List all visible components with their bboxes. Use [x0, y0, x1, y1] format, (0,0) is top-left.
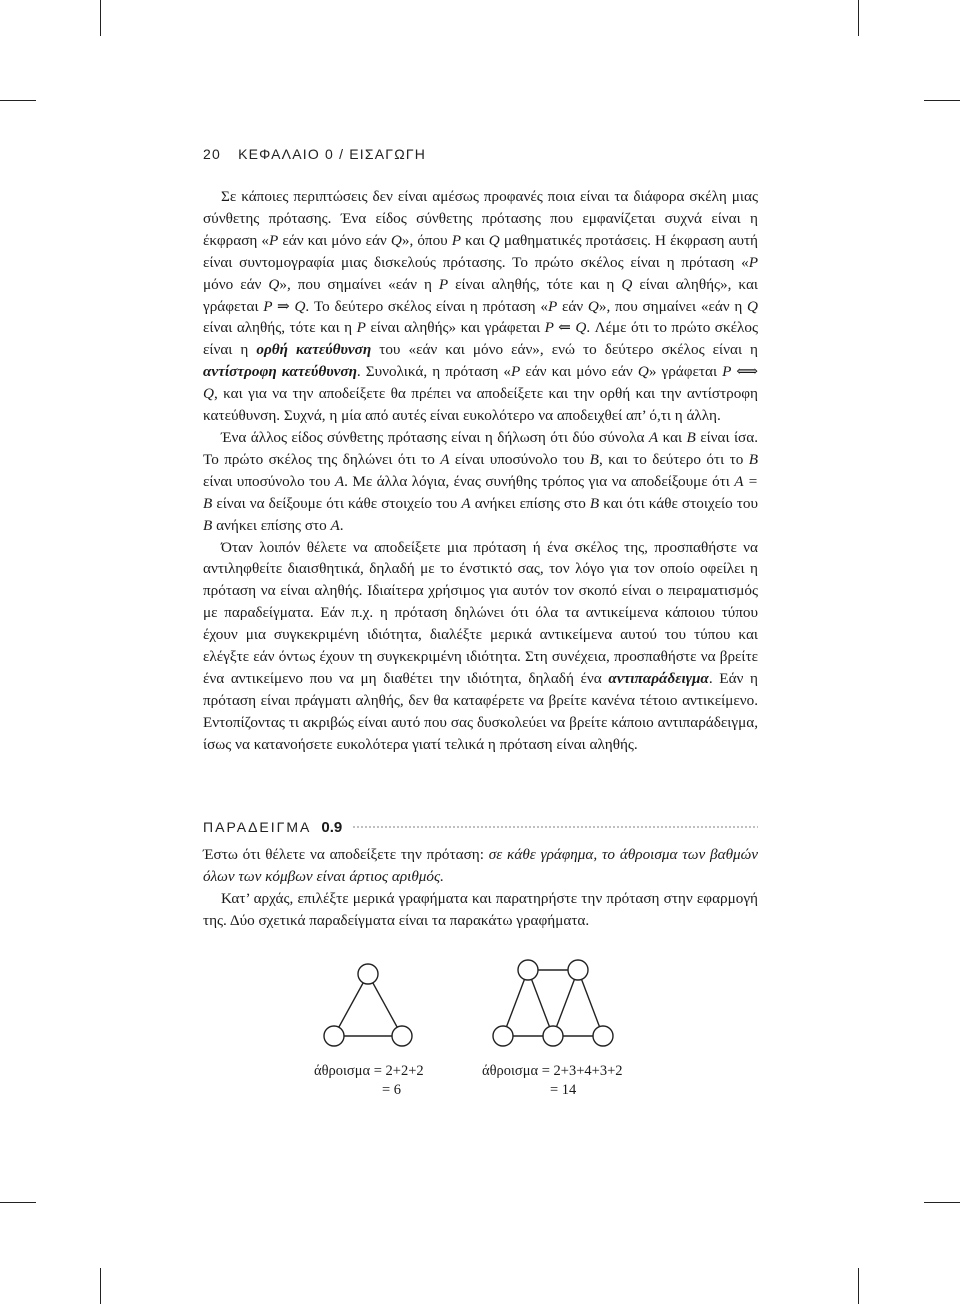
emphasis-run: αντίστροφη κατεύθυνση — [203, 363, 357, 381]
text-run: , και για να την αποδείξετε θα πρέπει να αποδείξετε και την ορθή και την αντίστροφη κατεύθυνση. Συχνά, η μία από αυτές είναι ευκολότερο να αποδειχθεί απ’ ό,τι η άλλη. — [203, 385, 758, 425]
text-run: και ότι κάθε στοιχείο του — [599, 494, 758, 512]
math-run: Q — [488, 231, 500, 249]
caption-line: άθροισμα = 2+3+4+3+2 — [482, 1063, 623, 1079]
emphasis-run: ορθή κατεύθυνση — [256, 341, 372, 359]
graph-node — [358, 964, 378, 984]
text-run: . Με άλλα λόγια, ένας συνήθης τρόπος για να αποδείξουμε ότι — [344, 472, 735, 490]
paragraph — [203, 427, 758, 537]
graph-node — [324, 1026, 344, 1046]
text-run: είναι ίσα. Το πρώτο σκέλος της δηλώνει ότι το — [203, 428, 758, 468]
text-run: . Λέμε ότι το πρώτο σκέλος είναι η — [203, 319, 758, 359]
body-text — [203, 186, 758, 756]
paragraph — [203, 537, 758, 756]
math-run: P ⇐ Q — [544, 319, 587, 337]
caption-line: = 14 — [550, 1082, 577, 1098]
text-run: Έστω ότι θέλετε να αποδείξετε την πρόταση: — [203, 846, 489, 863]
text-run: εάν και μόνο εάν — [520, 363, 638, 381]
math-run: P — [451, 231, 462, 249]
graph-figures — [300, 950, 680, 1060]
example-heading — [203, 816, 758, 838]
text-run: Όταν λοιπόν θέλετε να αποδείξετε μια πρόταση ή ένα σκέλος της, προσπαθήστε να αντιληφθείτε διαισθητικά, δηλαδή με το ένστικτό σας, τον λόγο για τον οποίο οφείλει η πρόταση να είναι αληθής. Ιδιαίτερα χρήσιμος για αυτόν τον σκοπό είναι ο πειραματισμός με παραδείγματα. Εάν π.χ. η πρόταση δηλώνει ότι όλα τα αντικείμενα κάποιου τύπου έχουν μια συγκεκριμένη ιδιότητα, διαλέξτε μερικά αντικείμενα αυτού του τύπου και ελέγξτε εάν όντως έχουν τη συγκεκριμένη ιδιότητα. Στη συνέχεια, προσπαθήστε να βρείτε ένα αντικείμενο που να μη διαθέτει την ιδιότητα, δηλαδή ένα — [203, 538, 758, 687]
text-run: μόνο εάν — [203, 275, 269, 293]
math-run: P ⇒ Q — [263, 297, 306, 315]
graph-caption-right — [482, 1062, 623, 1100]
graph-node — [593, 1026, 613, 1046]
text-run: », όπου — [401, 231, 452, 249]
text-run: και — [658, 428, 687, 446]
trapezoid-graph — [493, 960, 613, 1046]
math-run: P — [438, 275, 449, 293]
text-run: Ένα άλλος είδος σύνθετης πρότασης είναι η δήλωση ότι δύο σύνολα — [221, 428, 649, 446]
caption-line: άθροισμα = 2+2+2 — [314, 1063, 424, 1079]
text-run: του «εάν και μόνο εάν», ενώ το δεύτερο σκέλος είναι η — [371, 341, 758, 359]
graph-node — [392, 1026, 412, 1046]
text-run: μαθηματικές προτάσεις. Η έκφραση αυτή είναι συντομογραφία μιας δισκελούς πρότασης. Το πρώτο σκέλος είναι η πρόταση « — [203, 231, 759, 271]
caption-line: = 6 — [382, 1082, 402, 1098]
crop-mark — [100, 0, 101, 36]
example-text — [203, 844, 758, 932]
text-run: . Συνολικά, η πρόταση « — [356, 363, 511, 381]
math-run: A — [648, 428, 659, 446]
math-run: P — [510, 363, 521, 381]
math-run: σε κάθε γράφημα, το άθροισμα των βαθμών όλων των κόμβων είναι άρτιος αριθμός. — [203, 846, 758, 885]
text-run: », που σημαίνει «εάν η — [279, 275, 439, 293]
text-run: » γράφεται — [648, 363, 723, 381]
crop-mark — [0, 1202, 36, 1203]
math-run: Q — [268, 275, 280, 293]
graph-caption-left — [314, 1062, 424, 1100]
text-run: είναι υποσύνολο του — [449, 450, 590, 468]
text-run: », που σημαίνει «εάν η — [598, 297, 748, 315]
math-run: B — [589, 450, 599, 468]
math-run: A — [461, 494, 471, 512]
text-run: . — [339, 516, 344, 534]
graph-node — [568, 960, 588, 980]
text-run: ανήκει επίσης στο — [212, 516, 331, 534]
text-run: . Το δεύτερο σκέλος είναι η πρόταση « — [305, 297, 548, 315]
text-run: και — [461, 231, 489, 249]
math-run: Q — [621, 275, 633, 293]
text-run: . Εάν η πρόταση είναι πράγματι αληθής, δεν θα καταφέρετε να βρείτε κανένα τέτοιο αντικείμενο. Εντοπίζοντας τι ακριβώς είναι αυτό που σας δυσκολεύει να βρείτε κάποιο αντιπαράδειγμα, ίσως να κατανοήσετε ευκολότερα γιατί τελικά η πρόταση είναι αληθής. — [203, 669, 758, 753]
math-run: Q — [747, 297, 759, 315]
math-run: A — [440, 450, 450, 468]
math-run: P — [748, 253, 758, 271]
crop-mark — [924, 1202, 960, 1203]
crop-mark — [858, 0, 859, 36]
paragraph — [203, 186, 758, 427]
example-paragraph — [203, 844, 758, 888]
emphasis-run: αντιπαράδειγμα — [608, 669, 709, 687]
crop-mark — [0, 100, 36, 101]
graph-node — [493, 1026, 513, 1046]
example-number: 0.9 — [321, 818, 343, 836]
text-run: εάν — [557, 297, 588, 315]
graph-node — [518, 960, 538, 980]
graph-node — [543, 1026, 563, 1046]
crop-mark — [100, 1268, 101, 1304]
chapter-title: ΚΕΦΑΛΑΙΟ 0 / ΕΙΣΑΓΩΓΗ — [238, 146, 427, 162]
dotted-rule — [352, 825, 758, 829]
text-run: είναι αληθής, τότε και η — [448, 275, 622, 293]
text-run: είναι αληθής, τότε και η — [203, 319, 357, 337]
text-run: είναι αληθής» και γράφεται — [365, 319, 545, 337]
running-header — [203, 146, 763, 162]
math-run: B — [589, 494, 600, 512]
math-run: A — [334, 472, 345, 490]
text-run: είναι αληθής», και γράφεται — [203, 275, 758, 315]
math-run: B — [748, 450, 758, 468]
math-run: P — [547, 297, 558, 315]
crop-mark — [924, 100, 960, 101]
math-run: Q — [587, 297, 599, 315]
triangle-graph — [324, 964, 412, 1046]
text-run: είναι υποσύνολο του — [203, 472, 335, 490]
math-run: A = B — [203, 472, 758, 512]
text-run: ανήκει επίσης στο — [470, 494, 590, 512]
math-run: P — [269, 231, 279, 249]
crop-mark — [858, 1268, 859, 1304]
text-run: εάν και μόνο εάν — [278, 231, 391, 249]
example-paragraph — [203, 888, 758, 932]
math-run: B — [686, 428, 696, 446]
page-number: 20 — [203, 146, 221, 162]
math-run: B — [203, 516, 213, 534]
example-label: ΠΑΡΑΔΕΙΓΜΑ — [203, 819, 312, 835]
math-run: Q — [637, 363, 649, 381]
text-run: Κατ’ αρχάς, επιλέξτε μερικά γραφήματα και παρατηρήστε την πρόταση στην εφαρμογή της. Δύο σχετικά παραδείγματα είναι τα παρακάτω γραφήματα. — [203, 889, 758, 929]
math-run: Q — [390, 231, 402, 249]
math-run: P — [356, 319, 366, 337]
text-run: είναι να δείξουμε ότι κάθε στοιχείο του — [212, 494, 462, 512]
text-run: , και το δεύτερο ότι το — [598, 450, 749, 468]
math-run: A — [330, 516, 340, 534]
math-run: P ⟺ Q — [203, 363, 758, 403]
text-run: Σε κάποιες περιπτώσεις δεν είναι αμέσως προφανές ποια είναι τα διάφορα σκέλη μιας σύνθετης πρότασης. Ένα είδος σύνθετης πρότασης που εμφανίζεται συχνά είναι η έκφραση « — [203, 188, 758, 249]
